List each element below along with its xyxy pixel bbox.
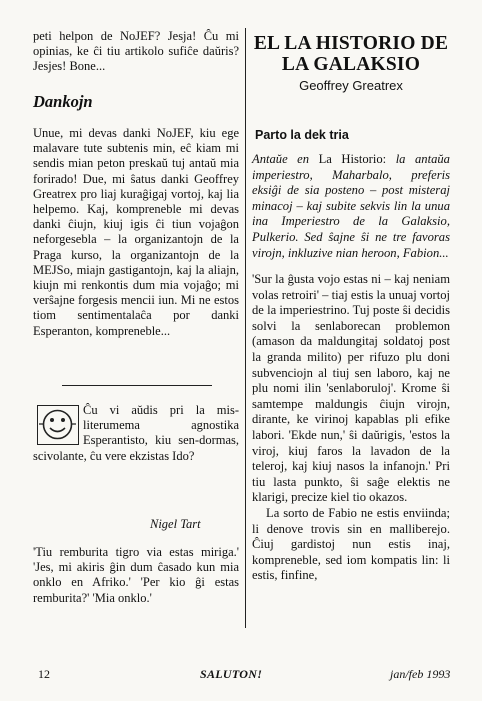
tiger-joke: 'Tiu remburita tigro via estas miriga.' 'Jes, mi akiris ĝin dum ĉasado kun mia onklo en Afriko.' 'Per kio ĝi estas remburita?' 'Mia onklo.' [33,545,239,605]
summary-paragraph [252,152,450,261]
thanks-paragraph: Unue, mi devas danki NoJEF, kiu ege malavare tute subtenis min, eĉ kiam mi sendis mian peton preskaŭ tuj antaŭ mia forirado! Due, mi ŝatus danki Geoffrey Greatrex pro liaj kuraĝigaj vortoj, kaj lia helpemo. Kaj, kompreneble mi devas danki ĉiujn, kiuj igis ĉi tiun vojaĝon neforgeseblа – la organizantojn de la Praga kurso, la organizantojn de la MEJSo, miajn gastigantojn, kaj la aliajn, kiujn mi renkontis dum mia vojaĝo; mi verŝajne forgesis mencii iun. Mi ne estos tiom sentimentalaĉa por danki Esperanton, kompreneble... [33,126,239,338]
article-title: EL LA HISTORIO DE LA GALAKSIO [253,33,449,75]
story-paragraph-1: 'Sur la ĝusta vojo estas ni – kaj neniam volas retroiri' – tiaj estis la unuaj vortoj de la imperiestrino. Tuj poste ŝi decidis solvi la senlaborecan problemon (amason da maldungitaj soldatoj post la granda milito) per rifuzo plu doni subvenciojn al tiuj sen laboro, kaj ne plu nomi ilin 'senlaboruloj'. Krome ŝi samtempe maldungis ĉiujn virojn, dirante, ke virinoj kapablas pli efike labori. 'Ekde nun,' ŝi daŭrigis, 'estos la viroj, kiuj faros la lavadon de la teleroj, kaj kiuj nasos la infanojn.' Pri tiu lasta punkto, ŝi saĝe elektis ne klarigi, precize kiel tio okazos. [252,272,450,505]
magazine-name: SALUTON! [200,667,263,681]
part-heading: Parto la dek tria [255,128,349,142]
signature: Nigel Tart [150,517,201,531]
ido-question-text: Ĉu vi aŭdis pri la mis-literumema agnostika Esperantisto, kiu sen-dormas, scivolante, ĉu vere ekzistas Ido? [33,403,239,463]
summary-block [252,152,450,261]
joke-block [33,545,239,606]
section-divider [62,385,212,386]
summary-title: La Historio: [318,152,387,166]
page-number: 12 [38,667,50,681]
summary-prefix: Antaŭe en [252,152,310,166]
issue-date: jan/feb 1993 [390,667,451,681]
ido-question [33,403,239,464]
story-paragraph-2: La sorto de Fabio ne estis enviinda; li denove trovis sin en malliberejo. Ĉiuj gardistoj nun estis inaj, kompreneble, sed iom kompatis lin: li estis, finfine, [252,505,450,583]
intro-paragraph: peti helpon de NoJEF? Jesja! Ĉu mi opinias, ke ĉi tiu artikolo sufiĉe daŭris? Jesjes! Bone... [33,29,239,74]
story-block [252,272,450,584]
question-block [33,403,239,464]
left-column [33,29,239,75]
thanks-heading: Dankojn [33,92,93,111]
summary-rest: la antaŭa imperiestro, Maharbalo, preferis eksiĝi de sia posteno – post misteraj minacoj – kaj subite sekvis lin la unua ina Imperiestro de la Galaksio, Pulkerio. Sed ŝajne ŝi ne tre favoras virojn, inkluzive nian heroon, Fabion... [252,152,450,260]
article-author: Geoffrey Greatrex [299,78,403,93]
thanks-block [33,126,239,339]
column-divider [245,28,246,628]
